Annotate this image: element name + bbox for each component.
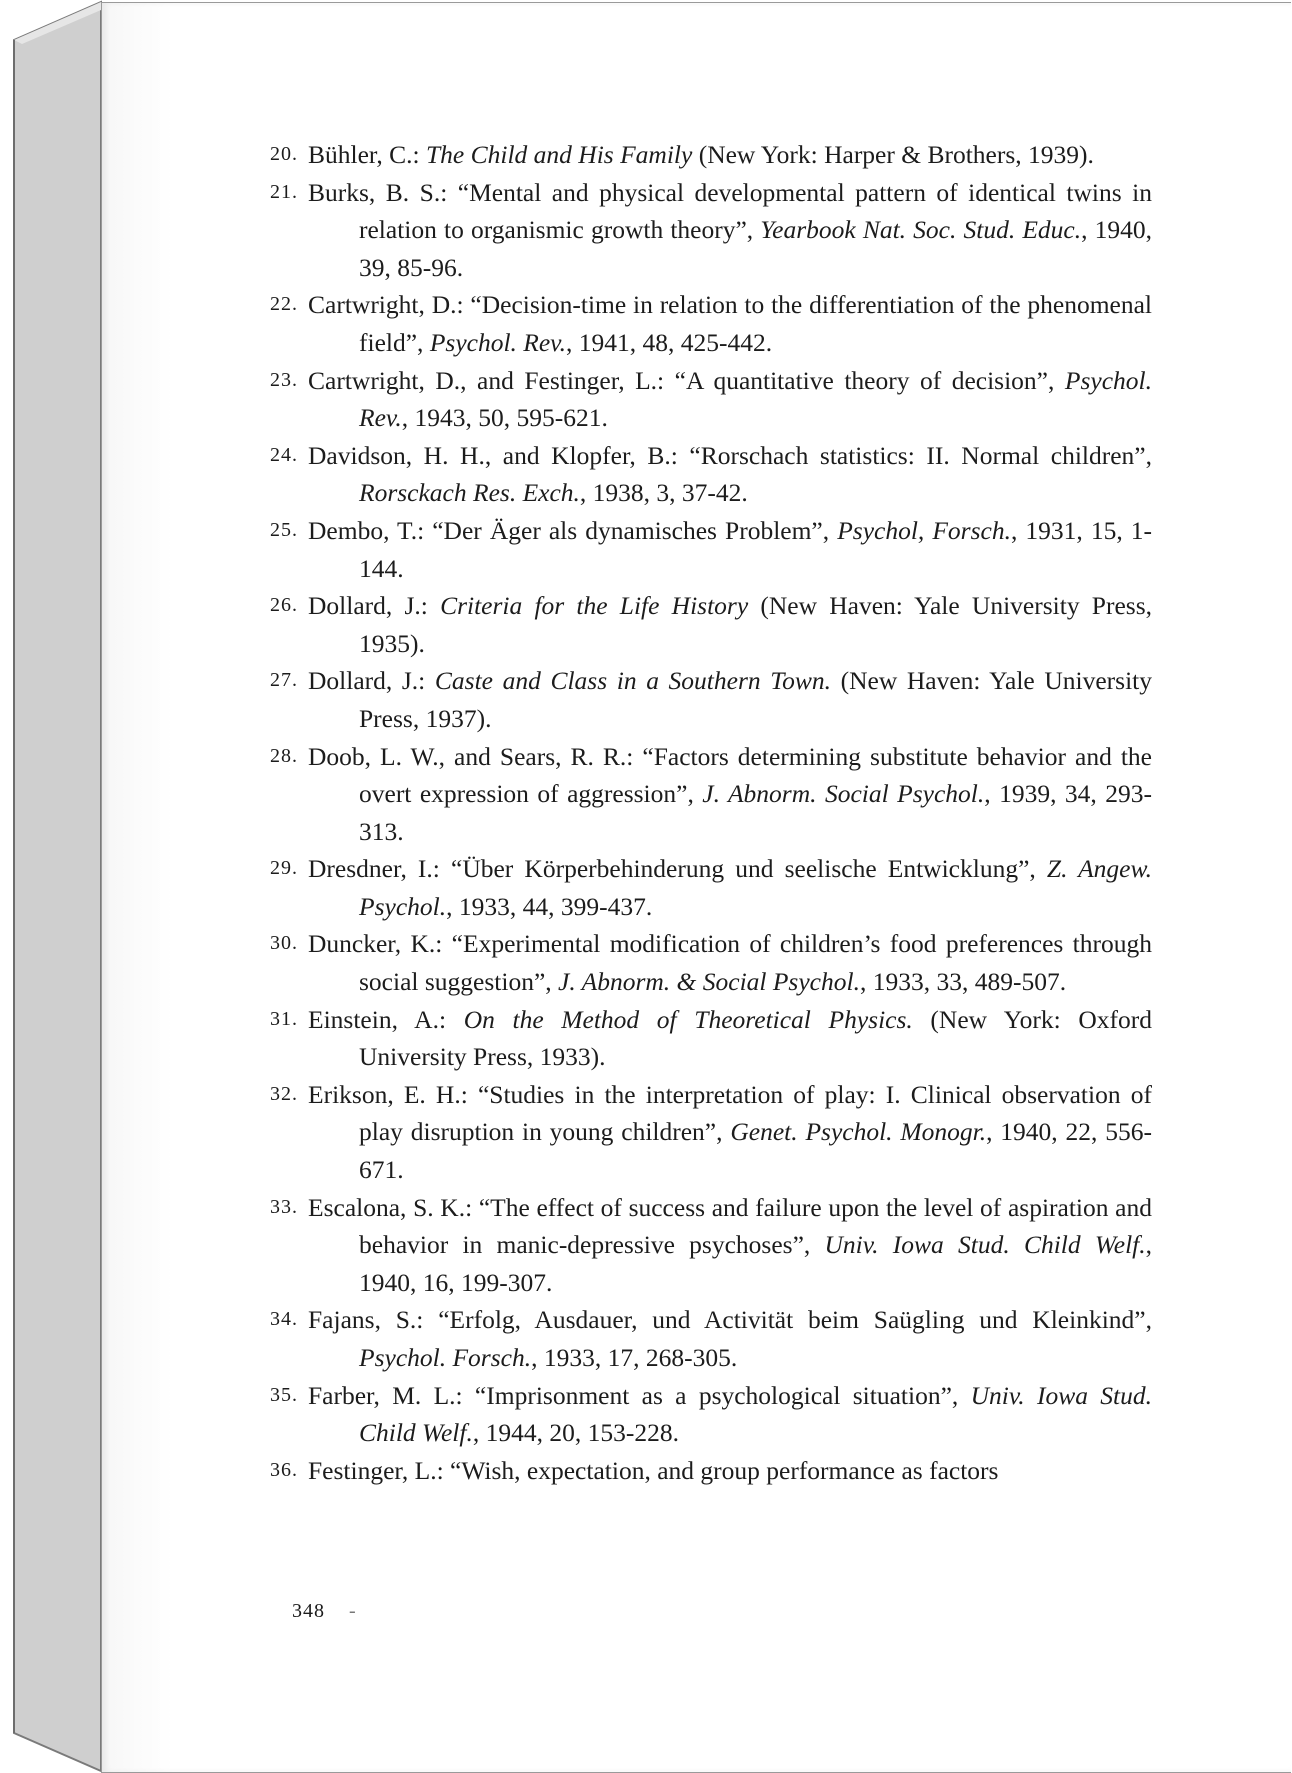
reference-entry [270, 1301, 1152, 1376]
reference-text: Farber, M. L.: “Imprisonment as a psychological situation”, Univ. Iowa Stud. Child Welf., 1944, 20, 153-228. [308, 1380, 1152, 1448]
reference-list [270, 136, 1152, 1489]
reference-number: 24. [270, 443, 298, 466]
page-number: 348 [292, 1600, 325, 1622]
reference-entry [270, 1377, 1152, 1452]
reference-number: 21. [270, 180, 298, 203]
book-spine [0, 0, 104, 1773]
page-number-dash: - [349, 1600, 356, 1622]
reference-entry [270, 738, 1152, 851]
reference-text: Dembo, T.: “Der Äger als dynamisches Problem”, Psychol, Forsch., 1931, 15, 1-144. [308, 515, 1153, 583]
reference-entry [270, 662, 1152, 737]
reference-text: Davidson, H. H., and Klopfer, B.: “Rorschach statistics: II. Normal children”, Rorsckach Res. Exch., 1938, 3, 37-42. [308, 440, 1152, 508]
reference-number: 35. [270, 1383, 298, 1406]
reference-entry [270, 925, 1152, 1000]
reference-text: Cartwright, D.: “Decision-time in relation to the differentiation of the phenomenal field”, Psychol. Rev., 1941, 48, 425-442. [308, 290, 1152, 357]
reference-entry [270, 512, 1152, 587]
reference-number: 20. [270, 143, 298, 165]
reference-text: Dresdner, I.: “Über Körperbehinderung und seelische Entwicklung”, Z. Angew. Psychol., 1933, 44, 399-437. [308, 854, 1152, 921]
reference-text: Fajans, S.: “Erfolg, Ausdauer, und Activität beim Saügling und Kleinkind”, Psychol. Forsch., 1933, 17, 268-305. [308, 1305, 1152, 1372]
reference-entry [270, 362, 1152, 437]
reference-number: 30. [270, 932, 298, 955]
reference-entry [270, 1189, 1152, 1302]
reference-entry [270, 286, 1152, 361]
reference-text: Erikson, E. H.: “Studies in the interpretation of play: I. Clinical observation of play disruption in young children”, Genet. Psychol. Monogr., 1940, 22, 556-671. [308, 1079, 1152, 1185]
reference-number: 28. [270, 744, 298, 767]
reference-number: 23. [270, 368, 298, 391]
reference-number: 33. [270, 1195, 298, 1218]
reference-text: Dollard, J.: Criteria for the Life History (New Haven: Yale University Press, 1935). [308, 591, 1152, 658]
reference-number: 27. [270, 669, 298, 692]
reference-entry [270, 174, 1152, 287]
reference-text: Cartwright, D., and Festinger, L.: “A quantitative theory of decision”, Psychol. Rev., 1943, 50, 595-621. [308, 365, 1152, 433]
reference-number: 34. [270, 1308, 298, 1331]
reference-text: Burks, B. S.: “Mental and physical developmental pattern of identical twins in relation to organismic growth theory”, Yearbook Nat. Soc. Stud. Educ., 1940, 39, 85-96. [308, 177, 1152, 282]
reference-number: 32. [270, 1082, 298, 1105]
reference-text: Escalona, S. K.: “The effect of success and failure upon the level of aspiration and behavior in manic-depressive psychoses”, Univ. Iowa Stud. Child Welf., 1940, 16, 199-307. [308, 1192, 1152, 1297]
reference-text: Dollard, J.: Caste and Class in a Southern Town. (New Haven: Yale University Press, 1937). [308, 666, 1152, 733]
reference-entry [270, 1452, 1152, 1490]
reference-number: 22. [270, 293, 298, 316]
reference-entry [270, 437, 1152, 512]
reference-number: 25. [270, 518, 298, 541]
reference-entry [270, 1076, 1152, 1189]
reference-entry [270, 850, 1152, 925]
reference-text: Doob, L. W., and Sears, R. R.: “Factors determining substitute behavior and the overt expression of aggression”, J. Abnorm. Social Psychol., 1939, 34, 293-313. [308, 741, 1153, 846]
reference-entry [270, 1001, 1152, 1076]
reference-entry [270, 136, 1152, 174]
reference-number: 29. [270, 857, 298, 880]
reference-number: 36. [270, 1458, 298, 1481]
reference-entry [270, 587, 1152, 662]
reference-number: 26. [270, 594, 298, 617]
reference-number: 31. [270, 1007, 298, 1030]
reference-text: Bühler, C.: The Child and His Family (New York: Harper & Brothers, 1939). [308, 140, 1094, 169]
reference-text: Duncker, K.: “Experimental modification of children’s food preferences through social suggestion”, J. Abnorm. & Social Psychol., 1933, 33, 489-507. [308, 929, 1152, 997]
reference-text: Festinger, L.: “Wish, expectation, and group performance as factors [308, 1455, 999, 1485]
reference-text: Einstein, A.: On the Method of Theoretical Physics. (New York: Oxford University Press, 1933). [308, 1004, 1152, 1072]
